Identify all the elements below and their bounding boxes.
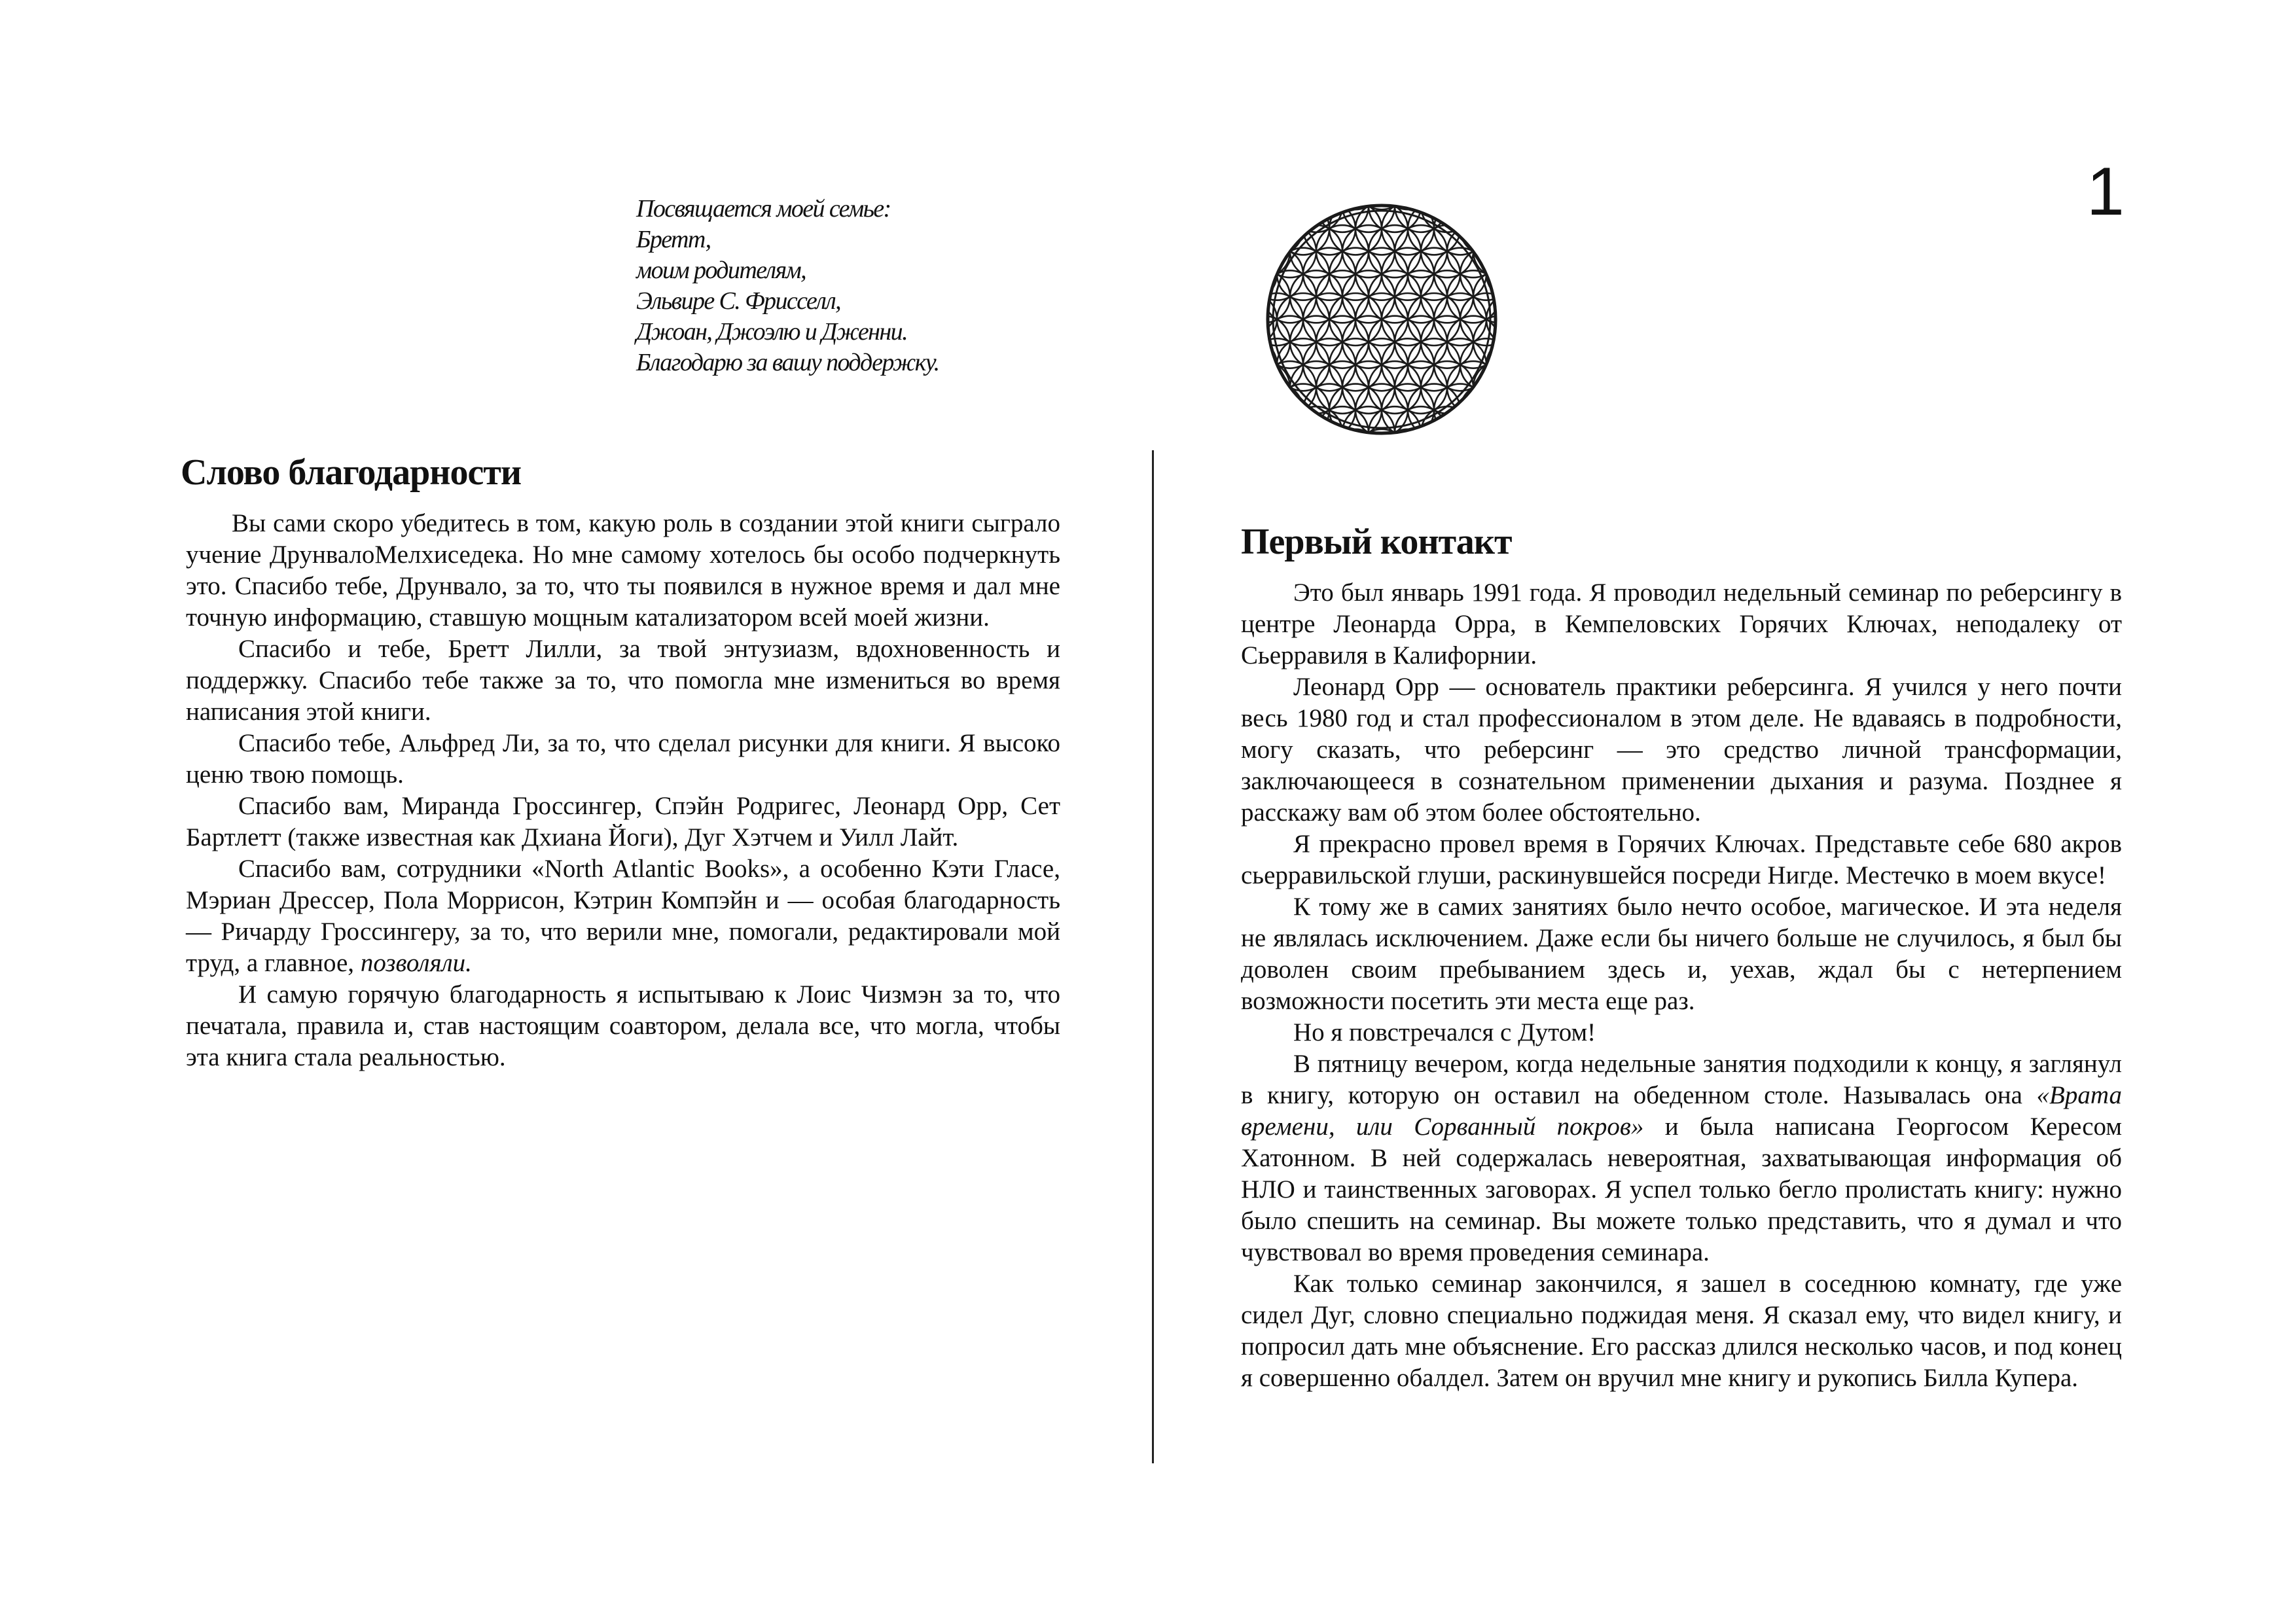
paragraph <box>186 853 1060 979</box>
flower-of-life-icon <box>1257 195 1506 444</box>
acknowledgements-text <box>186 508 1060 1073</box>
paragraph: Спасибо тебе, Альфред Ли, за то, что сделал рисунки для книги. Я высоко ценю твою помощь. <box>186 729 1060 789</box>
pattern-circle <box>1257 293 1303 346</box>
paragraph-text: В пятницу вечером, когда недельные занятия подходили к концу, я заглянул в книгу, которую он оставил на обеденном столе. Называлась она <box>1241 1050 2122 1109</box>
paragraph-text: Спасибо вам, сотрудники «North Atlantic Books», а особенно Кэти Гласе, Мэриан Дрессер, Пола Моррисон, Кэтрин Компэйн и — особая благодарность — Ричарду Гроссингеру, за то, что верили мне, помогали, редактировали мой труд, а главное, <box>186 855 1060 977</box>
pattern-circle <box>1486 248 1506 300</box>
pattern-circle <box>1257 248 1303 300</box>
paragraph: Но я повстречался с Дутом! <box>1293 1018 1596 1046</box>
paragraph: И самую горячую благодарность я испытываю к Лоис Чизмэн за то, что печатала, правила и, став настоящим соавтором, делала все, что могла, чтобы эта книга стала реальностью. <box>186 980 1060 1071</box>
acknowledgements-title: Слово благодарности <box>181 452 522 493</box>
pattern-circle <box>1257 384 1303 437</box>
pattern-circle <box>1460 202 1506 255</box>
paragraph <box>1241 1048 2122 1268</box>
pattern-circle <box>1460 248 1506 300</box>
pattern-circle <box>1257 248 1277 300</box>
dedication-line: моим родителям, <box>636 257 806 284</box>
page-number: 1 <box>2087 154 2125 230</box>
book-title-italic: «Врата времени, или Сорванный покров» <box>1241 1081 2122 1141</box>
paragraph: Я прекрасно провел время в Горячих Ключах. Представьте себе 680 акров сьерравильской глуши, раскинувшейся посреди Нигде. Местечко в моем вкусе! <box>1241 830 2122 889</box>
paragraph: Как только семинар закончился, я зашел в соседнюю комнату, где уже сидел Дуг, словно специально поджидая меня. Я сказал ему, что видел книгу, и попросил дать мне объяснение. Его рассказ длился несколько часов, и под конец я совершенно обалдел. Затем он вручил мне книгу и рукопись Билла Купера. <box>1241 1270 2122 1392</box>
pattern-circle <box>1257 338 1303 391</box>
dedication <box>636 194 1003 378</box>
paragraph: Спасибо вам, Миранда Гроссингер, Спэйн Родригес, Леонард Орр, Сет Бартлетт (также известная как Дхиана Йоги), Дуг Хэтчем и Уилл Лайт. <box>186 792 1060 851</box>
pattern-circle <box>1257 338 1277 391</box>
pattern-circle <box>1486 338 1506 391</box>
dedication-line: Эльвире С. Фрисселл, <box>636 287 841 315</box>
paragraph: Вы сами скоро убедитесь в том, какую роль в создании этой книги сыграло учение ДрунвалоМелхиседека. Но мне самому хотелось бы особо подчеркнуть это. Спасибо тебе, Друнвало, за то, что ты появился в нужное время и дал мне точную информацию, ставшую мощным катализатором всей моей жизни. <box>186 509 1060 632</box>
paragraph-text: и была написана Георгосом Кересом Хатонном. В ней содержалась невероятная, захватывающая информация об НЛО и таинственных заговорах. Я успел только бегло пролистать книгу: нужно было спешить на семинар. Вы можете только представить, что я думал и что чувствовал во время проведения семинара. <box>1241 1113 2122 1266</box>
pattern-circle <box>1460 338 1506 391</box>
pattern-circle <box>1460 384 1506 437</box>
first-contact-title: Первый контакт <box>1241 522 1512 562</box>
paragraph: К тому же в самих занятиях было нечто особое, магическое. И эта неделя не являлась исключением. Даже если бы ничего больше не случилось, я был бы доволен своим пребыванием здесь и, уехав, ждал бы с нетерпением возможности посетить эти места еще раз. <box>1241 893 2122 1015</box>
first-contact-text <box>1241 577 2122 1394</box>
pattern-circle <box>1257 202 1303 255</box>
page-divider <box>1152 450 1154 1463</box>
paragraph: Спасибо и тебе, Бретт Лилли, за твой энтузиазм, вдохновенность и поддержку. Спасибо тебе также за то, что помогла мне измениться во время написания этой книги. <box>186 635 1060 726</box>
paragraph: Леонард Орр — основатель практики реберсинга. Я учился у него почти весь 1980 год и стал профессионалом в этом деле. Не вдаваясь в подробности, могу сказать, что реберсинг — это средство личной трансформации, заключающееся в сознательном применении дыхания и разума. Позднее я расскажу вам об этом более обстоятельно. <box>1241 673 2122 827</box>
pattern-circle <box>1460 293 1506 346</box>
dedication-line: Благодарю за вашу поддержку. <box>636 349 939 376</box>
paragraph: Это был январь 1991 года. Я проводил недельный семинар по реберсингу в центре Леонарда Орра, в Кемпеловских Горячих Ключах, неподалеку от Сьерравиля в Калифорнии. <box>1241 579 2122 669</box>
dedication-line: Посвящается моей семье: <box>636 195 891 223</box>
paragraph-italic: позволяли. <box>360 949 472 977</box>
dedication-line: Бретт, <box>636 226 711 253</box>
dedication-line: Джоан, Джоэлю и Дженни. <box>636 318 907 346</box>
